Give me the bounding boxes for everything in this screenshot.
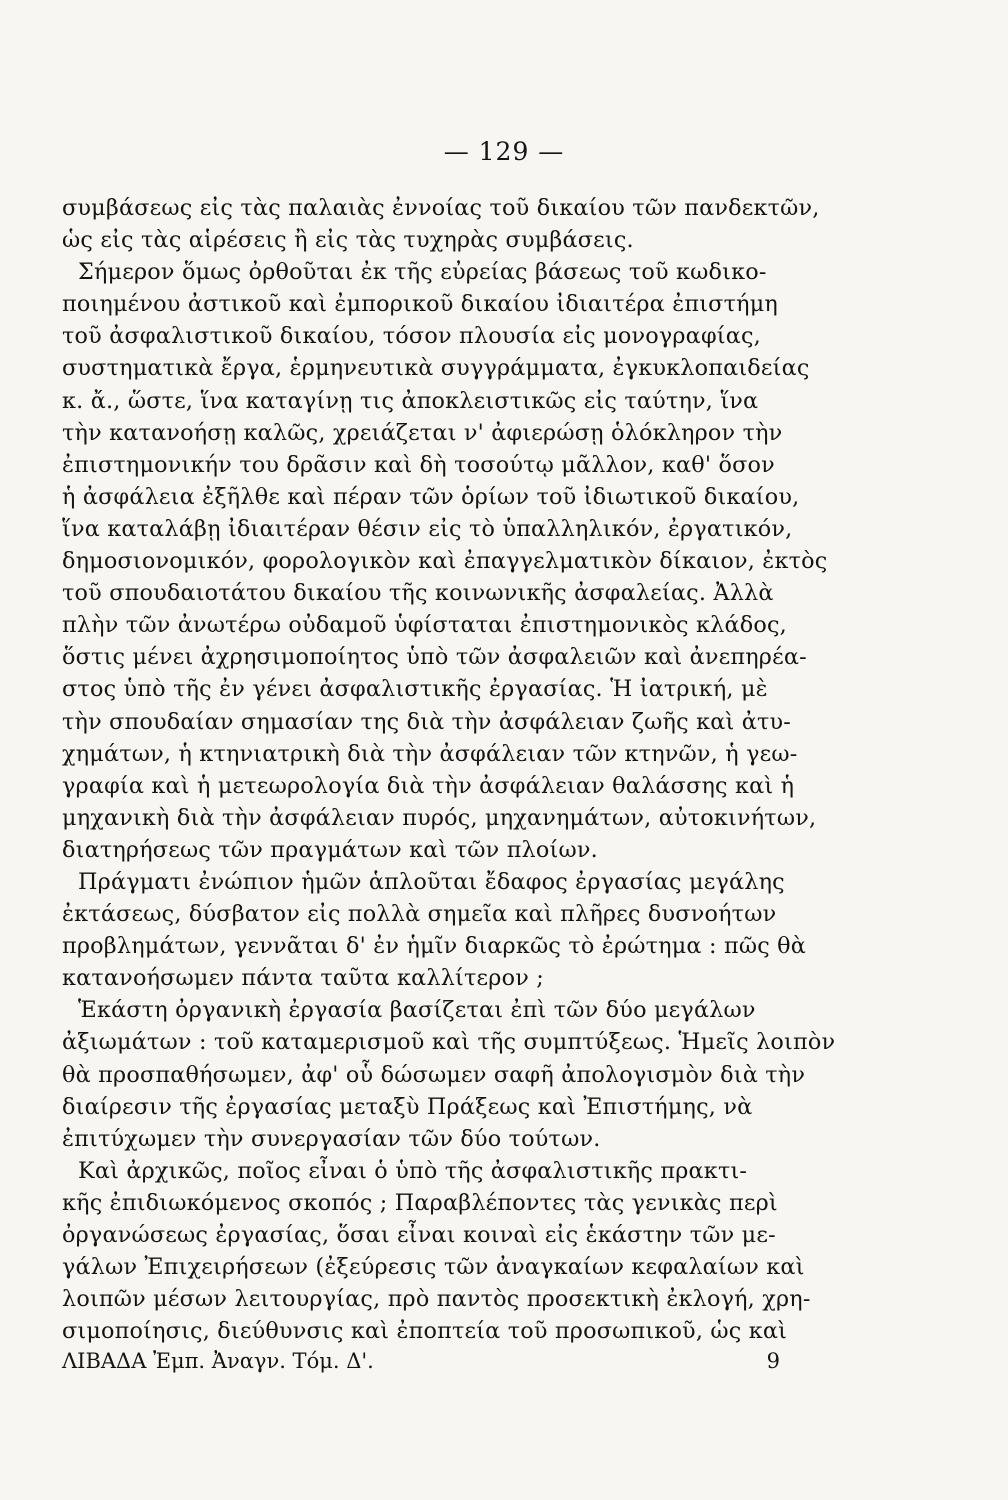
text-line: ἵνα καταλάβῃ ἰδιαιτέραν θέσιν εἰς τὸ ὑπαλληλικόν, ἐργατικόν, bbox=[62, 515, 793, 542]
text-line: κῆς ἐπιδιωκόμενος σκοπός ; Παραβλέποντες τὰς γενικὰς περὶ bbox=[62, 1189, 778, 1216]
text-line: χημάτων, ἡ κτηνιατρικὴ διὰ τὴν ἀσφάλειαν τῶν κτηνῶν, ἡ γεω- bbox=[62, 740, 798, 767]
text-line: κατανοήσωμεν πάντα ταῦτα καλλίτερον ; bbox=[62, 965, 544, 992]
text-line: γραφία καὶ ἡ μετεωρολογία διὰ τὴν ἀσφάλειαν θαλάσσης καὶ ἡ bbox=[62, 772, 795, 799]
text-line: ἐπιστημονικήν του δρᾶσιν καὶ δὴ τοσούτῳ μᾶλλον, καθ' ὅσον bbox=[62, 451, 775, 478]
text-line: τοῦ ἀσφαλιστικοῦ δικαίου, τόσον πλουσία εἰς μονογραφίας, bbox=[62, 323, 761, 350]
text-line: Ἑκάστη ὀργανικὴ ἐργασία βασίζεται ἐπὶ τῶν δύο μεγάλων bbox=[78, 997, 756, 1024]
text-line: ὡς εἰς τὰς αἱρέσεις ἢ εἰς τὰς τυχηρὰς συμβάσεις. bbox=[62, 227, 634, 254]
text-line: Σήμερον ὅμως ὀρθοῦται ἐκ τῆς εὐρείας βάσεως τοῦ κωδικο- bbox=[78, 259, 767, 286]
text-line: ἐπιτύχωμεν τὴν συνεργασίαν τῶν δύο τούτων. bbox=[62, 1125, 601, 1152]
page-number: — 129 — bbox=[443, 137, 565, 166]
signature-mark: ΛΙΒΑΔΑ Ἐμπ. Ἀναγν. Τόμ. Δ'. bbox=[62, 1349, 374, 1373]
text-line: ὅστις μένει ἀχρησιμοποίητος ὑπὸ τῶν ἀσφαλειῶν καὶ ἀνεπηρέα- bbox=[62, 644, 807, 671]
text-line: μηχανικὴ διὰ τὴν ἀσφάλειαν πυρός, μηχανημάτων, αὐτοκινήτων, bbox=[62, 804, 817, 831]
text-line: πλὴν τῶν ἀνωτέρω οὐδαμοῦ ὑφίσταται ἐπιστημονικὸς κλάδος, bbox=[62, 612, 787, 639]
text-line: ποιημένου ἀστικοῦ καὶ ἐμπορικοῦ δικαίου ἰδιαιτέρα ἐπιστήμη bbox=[62, 291, 778, 318]
text-line: διατηρήσεως τῶν πραγμάτων καὶ τῶν πλοίων. bbox=[62, 836, 598, 863]
text-line: σιμοποίησις, διεύθυνσις καὶ ἐποπτεία τοῦ προσωπικοῦ, ὡς καὶ bbox=[62, 1318, 788, 1345]
text-line: γάλων Ἐπιχειρήσεων (ἐξεύρεσις τῶν ἀναγκαίων κεφαλαίων καὶ bbox=[62, 1254, 805, 1281]
page-footer bbox=[62, 1347, 780, 1375]
text-line: συμβάσεως εἰς τὰς παλαιὰς ἐννοίας τοῦ δικαίου τῶν πανδεκτῶν, bbox=[62, 195, 820, 221]
text-line: ἡ ἀσφάλεια ἐξῆλθε καὶ πέραν τῶν ὁρίων τοῦ ἰδιωτικοῦ δικαίου, bbox=[62, 483, 800, 510]
text-line: τοῦ σπουδαιοτάτου δικαίου τῆς κοινωνικῆς ἀσφαλείας. Ἀλλὰ bbox=[62, 580, 774, 607]
text-line: τὴν κατανοήσῃ καλῶς, χρειάζεται ν' ἀφιερώσῃ ὁλόκληρον τὴν bbox=[62, 419, 783, 446]
text-line: θὰ προσπαθήσωμεν, ἀφ' οὗ δώσωμεν σαφῆ ἀπολογισμὸν διὰ τὴν bbox=[62, 1061, 806, 1088]
text-line: τὴν σπουδαίαν σημασίαν της διὰ τὴν ἀσφάλειαν ζωῆς καὶ ἀτυ- bbox=[62, 708, 791, 735]
text-line: δημοσιονομικόν, φορολογικὸν καὶ ἐπαγγελματικὸν δίκαιον, ἐκτὸς bbox=[62, 548, 828, 575]
text-line: στος ὑπὸ τῆς ἐν γένει ἀσφαλιστικῆς ἐργασίας. Ἡ ἰατρική, μὲ bbox=[62, 676, 768, 703]
text-line: διαίρεσιν τῆς ἐργασίας μεταξὺ Πράξεως καὶ Ἐπιστήμης, νὰ bbox=[62, 1093, 753, 1120]
signature-number: 9 bbox=[766, 1349, 780, 1373]
body-text bbox=[62, 192, 944, 1347]
text-line: Πράγματι ἐνώπιον ἡμῶν ἁπλοῦται ἔδαφος ἐργασίας μεγάλης bbox=[78, 868, 785, 895]
text-line: ὀργανώσεως ἐργασίας, ὅσαι εἶναι κοιναὶ εἰς ἑκάστην τῶν με- bbox=[62, 1222, 776, 1248]
text-line: συστηματικὰ ἔργα, ἑρμηνευτικὰ συγγράμματα, ἐγκυκλοπαιδείας bbox=[62, 355, 810, 382]
text-line: ἀξιωμάτων : τοῦ καταμερισμοῦ καὶ τῆς συμπτύξεως. Ἡμεῖς λοιπὸν bbox=[62, 1029, 836, 1056]
text-line: κ. ἄ., ὥστε, ἵνα καταγίνῃ τις ἀποκλειστικῶς εἰς ταύτην, ἵνα bbox=[62, 387, 759, 414]
text-line: Καὶ ἀρχικῶς, ποῖος εἶναι ὁ ὑπὸ τῆς ἀσφαλιστικῆς πρακτι- bbox=[78, 1157, 748, 1184]
text-line: λοιπῶν μέσων λειτουργίας, πρὸ παντὸς προσεκτικὴ ἐκλογή, χρη- bbox=[62, 1286, 811, 1313]
text-line: προβλημάτων, γεννᾶται δ' ἐν ἡμῖν διαρκῶς τὸ ἐρώτημα : πῶς θὰ bbox=[62, 933, 807, 960]
text-line: ἐκτάσεως, δύσβατον εἰς πολλὰ σημεῖα καὶ πλῆρες δυσνοήτων bbox=[62, 901, 777, 928]
